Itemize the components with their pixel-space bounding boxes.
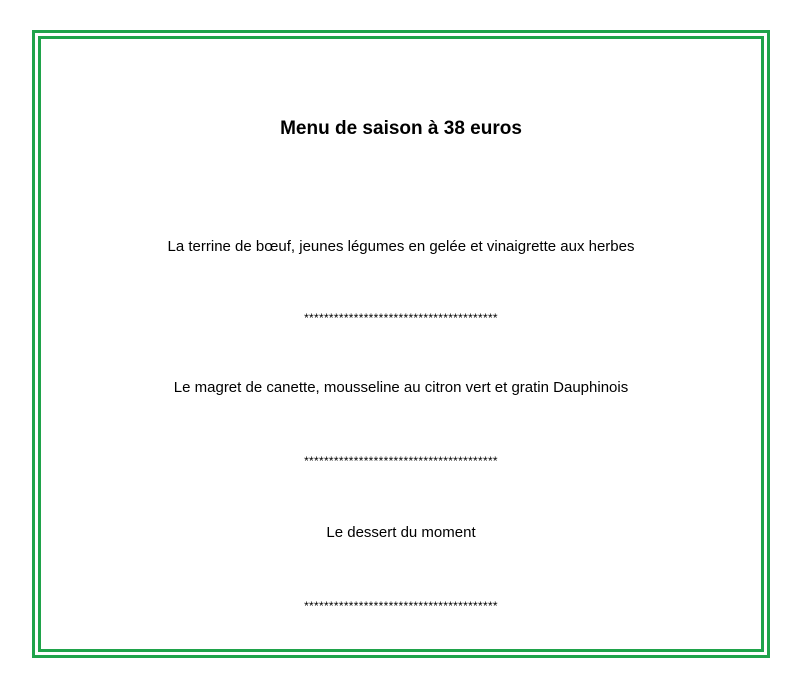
menu-border-outer	[32, 30, 770, 658]
separator-3: ***************************************	[304, 599, 498, 613]
separator-2: ***************************************	[304, 454, 498, 468]
course-dessert: Le dessert du moment	[326, 524, 476, 541]
separator-1: ***************************************	[304, 311, 498, 325]
menu-card	[38, 36, 764, 652]
course-starter: La terrine de bœuf, jeunes légumes en gelée et vinaigrette aux herbes	[167, 238, 635, 255]
menu-title: Menu de saison à 38 euros	[280, 118, 522, 139]
course-main: Le magret de canette, mousseline au citron vert et gratin Dauphinois	[173, 379, 629, 396]
